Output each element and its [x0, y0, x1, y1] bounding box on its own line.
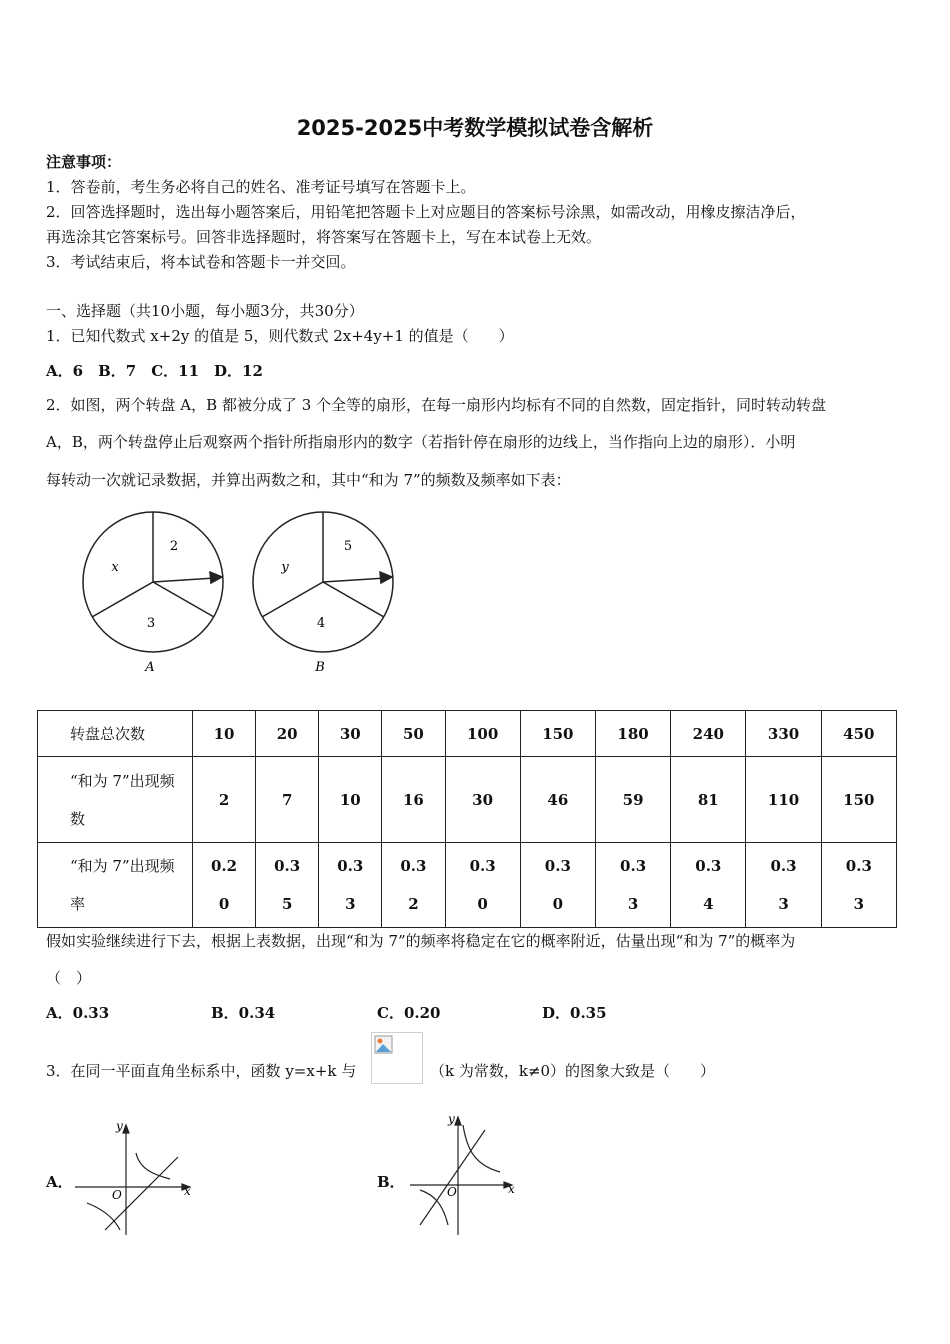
spinner-a — [83, 512, 223, 652]
table-head-rate — [38, 843, 193, 928]
broken-image-icon — [374, 1035, 394, 1055]
rate-top: 0.3 — [337, 857, 364, 875]
q2-line1: 2．如图，两个转盘 A，B 都被分成了 3 个全等的扇形，在每一扇形内均标有不同的自然数，固定指针，同时转动转盘 — [46, 396, 827, 414]
graph-a-x-label: x — [184, 1184, 191, 1198]
table-cell: 30 — [319, 711, 382, 757]
rate-top: 0.3 — [845, 857, 872, 875]
q2-line3: 每转动一次就记录数据，并算出两数之和，其中“和为 7”的频数及频率如下表： — [46, 471, 571, 489]
rate-bottom: 2 — [408, 895, 419, 913]
spinners-figure — [70, 505, 410, 685]
rate-bottom: 3 — [778, 895, 789, 913]
table-cell — [595, 843, 670, 928]
q2-after-2: （ ） — [46, 969, 92, 987]
rate-bottom: 5 — [281, 895, 293, 913]
table-cell: 100 — [445, 711, 520, 757]
notice-item-1: 1．答卷前，考生务必将自己的姓名、准考证号填写在答题卡上。 — [46, 178, 476, 196]
page-title: 2025-2025中考数学模拟试卷含解析 — [296, 116, 654, 140]
table-cell: 330 — [746, 711, 821, 757]
q2-line2: A，B，两个转盘停止后观察两个指针所指扇形内的数字（若指针停在扇形的边线上，当作指向上边的扇形）．小明 — [46, 433, 796, 451]
table-head-rate-a: “和为 7”出现频 — [70, 857, 175, 875]
table-cell — [319, 843, 382, 928]
table-cell — [382, 843, 445, 928]
q2-option-b: B．0.34 — [211, 1004, 276, 1022]
table-cell: 150 — [821, 757, 896, 843]
q2-option-a: A．0.33 — [46, 1004, 110, 1022]
q3-option-a: A． — [46, 1173, 73, 1191]
table-cell: 7 — [256, 757, 319, 843]
q1-options: A．6 B．7 C．11 D．12 — [46, 362, 263, 380]
rate-top: 0.3 — [274, 857, 301, 875]
rate-bottom: 3 — [627, 895, 639, 913]
table-cell — [193, 843, 256, 928]
rate-top: 0.2 — [211, 857, 238, 875]
spinner-a-label-left: x — [111, 560, 119, 575]
graph-a-origin: O — [112, 1188, 122, 1202]
q3-stem-a: 3．在同一平面直角坐标系中，函数 y=x+k 与 — [46, 1062, 357, 1080]
graph-a-y-label: y — [116, 1119, 123, 1133]
table-head-total: 转盘总次数 — [38, 711, 193, 757]
q2-option-c: C．0.20 — [377, 1004, 441, 1022]
table-cell: 30 — [445, 757, 520, 843]
table-cell — [445, 843, 520, 928]
table-row-rate — [38, 843, 897, 928]
q2-after-1: 假如实验继续进行下去，根据上表数据，出现“和为 7”的频率将稳定在它的概率附近，估量出现“和为 7”的概率为 — [46, 932, 796, 950]
table-cell — [671, 843, 746, 928]
section-heading: 一、选择题（共10小题，每小题3分，共30分） — [46, 302, 364, 320]
table-cell — [746, 843, 821, 928]
frequency-table — [37, 710, 897, 928]
rate-top: 0.3 — [695, 857, 722, 875]
spinner-b-caption: B — [315, 660, 325, 675]
table-cell — [520, 843, 595, 928]
rate-top: 0.3 — [620, 857, 647, 875]
rate-top: 0.3 — [469, 857, 496, 875]
spinner-b-label-top: 5 — [343, 539, 353, 554]
rate-top: 0.3 — [544, 857, 571, 875]
q2-option-d: D．0.35 — [542, 1004, 607, 1022]
table-cell: 150 — [520, 711, 595, 757]
spinner-a-caption: A — [145, 660, 155, 675]
table-row-count — [38, 757, 897, 843]
graph-b-x-label: x — [508, 1182, 515, 1196]
table-cell: 180 — [595, 711, 670, 757]
table-cell: 59 — [595, 757, 670, 843]
table-cell — [256, 843, 319, 928]
table-cell: 450 — [821, 711, 896, 757]
table-cell: 20 — [256, 711, 319, 757]
table-cell: 46 — [520, 757, 595, 843]
table-cell: 2 — [193, 757, 256, 843]
table-cell: 16 — [382, 757, 445, 843]
graph-b-y-label: y — [448, 1112, 455, 1126]
rate-bottom: 3 — [853, 895, 865, 913]
table-head-count-b: 数 — [70, 809, 86, 828]
spinner-a-label-top: 2 — [169, 539, 179, 554]
rate-bottom: 0 — [218, 895, 230, 913]
table-cell: 10 — [319, 757, 382, 843]
table-cell — [821, 843, 896, 928]
rate-top: 0.3 — [400, 857, 427, 875]
spinner-b-label-bottom: 4 — [316, 616, 326, 631]
q3-stem-b: （k 为常数，k≠0）的图象大致是（ ） — [430, 1062, 716, 1080]
table-cell: 81 — [671, 757, 746, 843]
table-row-total — [38, 711, 897, 757]
table-cell: 10 — [193, 711, 256, 757]
rate-bottom: 3 — [345, 895, 356, 913]
notice-item-3: 3．考试结束后，将本试卷和答题卡一并交回。 — [46, 253, 356, 271]
rate-bottom: 0 — [552, 895, 564, 913]
rate-bottom: 4 — [703, 895, 714, 913]
q3-option-b: B． — [377, 1173, 405, 1191]
spinner-b — [253, 512, 393, 652]
graph-b-origin: O — [447, 1185, 457, 1199]
rate-top: 0.3 — [770, 857, 797, 875]
table-head-count-a: “和为 7”出现频 — [70, 771, 175, 790]
graph-option-a — [70, 1115, 200, 1240]
graph-option-b — [405, 1110, 530, 1240]
notice-item-2a: 2．回答选择题时，选出每小题答案后，用铅笔把答题卡上对应题目的答案标号涂黑，如需改动，用橡皮擦洁净后， — [46, 203, 806, 221]
spinner-a-label-bottom: 3 — [146, 616, 156, 631]
table-head-rate-b: 率 — [70, 895, 86, 913]
notice-heading: 注意事项： — [46, 153, 122, 171]
table-head-count — [38, 757, 193, 843]
spinner-b-label-left: y — [281, 560, 289, 575]
notice-item-2b: 再选涂其它答案标号。回答非选择题时，将答案写在答题卡上，写在本试卷上无效。 — [46, 228, 602, 246]
q1-stem: 1．已知代数式 x+2y 的值是 5，则代数式 2x+4y+1 的值是（ ） — [46, 327, 514, 345]
broken-image-placeholder — [371, 1032, 423, 1084]
rate-bottom: 0 — [477, 895, 488, 913]
table-cell: 240 — [671, 711, 746, 757]
table-cell: 110 — [746, 757, 821, 843]
table-cell: 50 — [382, 711, 445, 757]
